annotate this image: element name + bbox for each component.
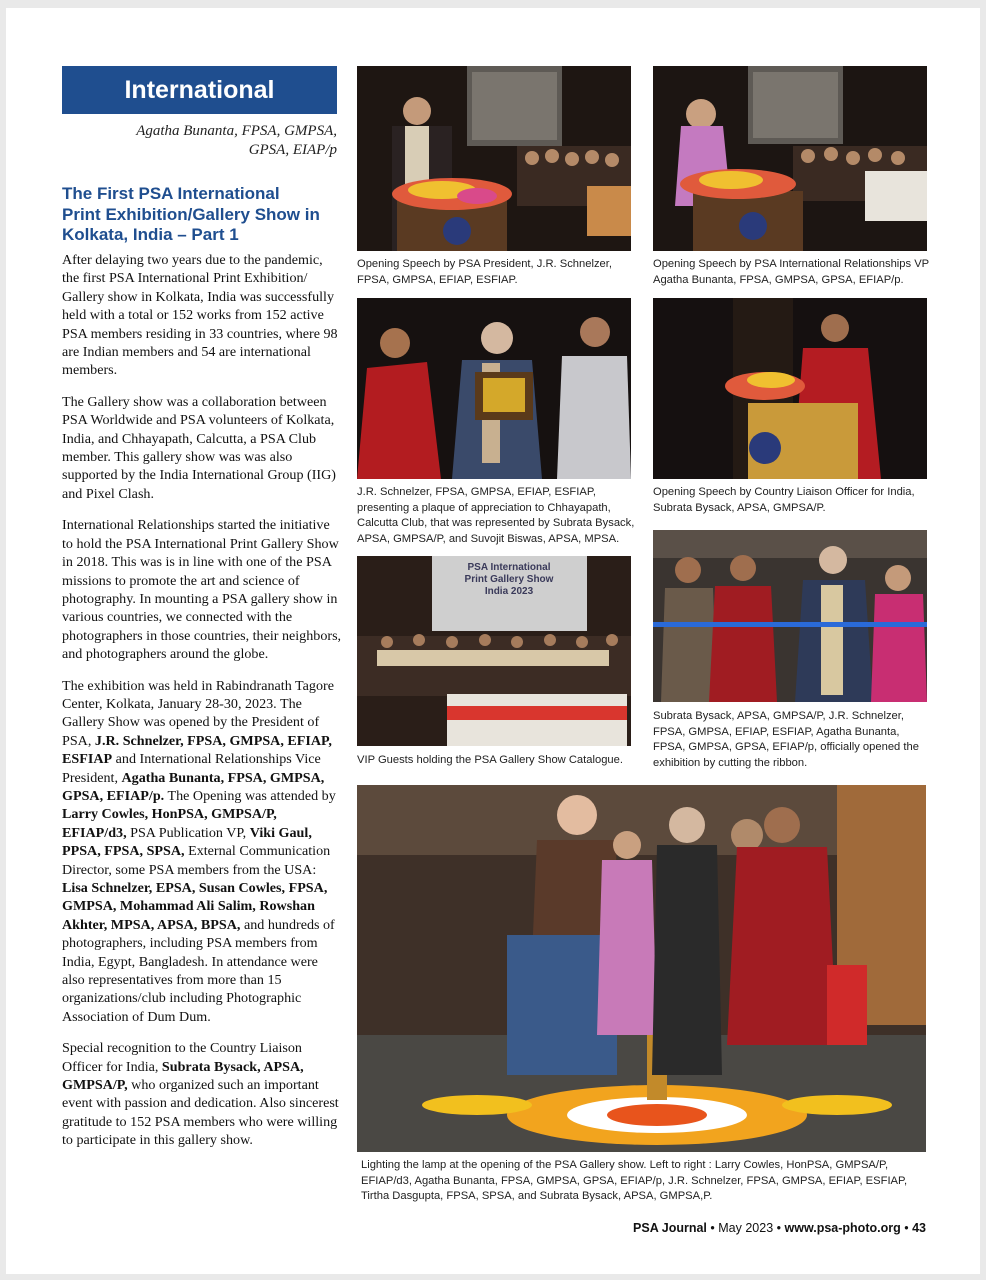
text-run: and International Relationships Vice President, — [62, 751, 321, 786]
photo-opening-speech-vp — [653, 66, 927, 251]
text-run: Special recognition to the Country Liaison Officer for India, — [62, 1040, 302, 1075]
text-run: External Communication Director, some PSA members from the USA: — [62, 843, 331, 878]
photo-caption-6: Subrata Bysack, APSA, GMPSA/P, J.R. Schnelzer, FPSA, GMPSA, EFIAP, ESFIAP, Agatha Bunanta, FPSA, GMPSA, GPSA, EFIAP/p, officially opened the exhibition by cutting the ribbon. — [653, 710, 919, 769]
bold-name-run: Subrata Bysack, APSA, GMPSA/P, — [62, 1058, 304, 1094]
section-title: International — [124, 76, 275, 104]
photo-caption-7: Lighting the lamp at the opening of the PSA Gallery show. Left to right : Larry Cowles, HonPSA, GMPSA/P, EFIAP/d3, Agatha Bunanta, FPSA, GMPSA, GPSA, EFIAP/p, J.R. Schnelzer, FPSA, GMPSA, EFIAP, ESFIAP, Tirtha Dasgupta, FPSA, SPSA, and Subrata Bysack, APSA, GMPSA,P. — [361, 1159, 908, 1202]
photo-opening-speech-president — [357, 66, 631, 251]
bold-name-run: Agatha Bunanta, FPSA, GMPSA, GPSA, EFIAP/p. — [62, 769, 325, 804]
photo-caption-5: VIP Guests holding the PSA Gallery Show Catalogue. — [357, 754, 623, 766]
paragraph-4 — [62, 677, 342, 1027]
byline-line-1: Agatha Bunanta, FPSA, GMPSA, — [136, 123, 337, 139]
photo-caption-4: Opening Speech by Country Liaison Officer for India, Subrata Bysack, APSA, GMPSA/P. — [653, 486, 915, 514]
bold-name-run: J.R. Schnelzer, FPSA, GMPSA, EFIAP, ESFIAP — [62, 732, 332, 768]
text-run: The Opening was attended by — [164, 787, 336, 804]
photo-caption-2: Opening Speech by PSA International Relationships VP Agatha Bunanta, FPSA, GMPSA, GPSA, EFIAP/p. — [653, 258, 929, 286]
banner-text-line-2: Print Gallery Show — [464, 574, 554, 585]
banner-text-line-1: PSA International — [467, 562, 551, 573]
footer-url: www.psa-photo.org — [784, 1221, 901, 1235]
article-headline — [62, 184, 342, 246]
text-run: and hundreds of photographers, including PSA members from India, Egypt, Bangladesh. In attendance were also representatives from more than 15 organizations/club including Photographic Association of Dum Dum. — [62, 916, 335, 1025]
photo-ribbon-cutting — [653, 530, 927, 702]
photo-caption-1: Opening Speech by PSA President, J.R. Schnelzer, FPSA, GMPSA, EFIAP, ESFIAP. — [357, 258, 612, 286]
footer-journal: PSA Journal — [633, 1221, 707, 1235]
banner-text-line-3: India 2023 — [484, 586, 534, 597]
footer-page-number: 43 — [912, 1221, 926, 1235]
photo-caption-3: J.R. Schnelzer, FPSA, GMPSA, EFIAP, ESFIAP, presenting a plaque of appreciation to Chhayapath, Calcutta Club, that was represented by Subrata Bysack, APSA, GMPSA/P, and Suvojit Biswas, APSA, MPSA. — [357, 486, 635, 545]
byline — [62, 122, 337, 160]
photo-plaque-presentation — [357, 298, 631, 479]
photo-liaison-speech — [653, 298, 927, 479]
headline-line-3: Kolkata, India – Part 1 — [62, 225, 239, 244]
page-footer — [633, 1221, 926, 1235]
paragraph-2: The Gallery show was a collaboration between PSA Worldwide and PSA volunteers of Kolkata, India, and Chhayapath, Calcutta, a PSA Club member. This gallery show was was also supported by the India International Group (IIG) and Pixel Clash. — [62, 393, 336, 502]
footer-separator-1: • — [710, 1221, 715, 1235]
paragraph-5 — [62, 1039, 342, 1149]
photo-vip-catalogue — [357, 556, 631, 746]
footer-separator-2: • — [776, 1221, 782, 1235]
bold-name-run: Larry Cowles, HonPSA, GMPSA/P, EFIAP/d3, — [62, 806, 277, 841]
byline-line-2: GPSA, EIAP/p — [248, 142, 337, 158]
paragraph-1: After delaying two years due to the pandemic, the first PSA International Print Exhibition/ Gallery show in Kolkata, India was successfully held with a total or 152 works from 152 active PSA members residing in 33 countries, where 98 are Indian members and 54 are international members. — [62, 252, 338, 379]
headline-line-2: Print Exhibition/Gallery Show in — [62, 204, 320, 224]
bold-name-run: Viki Gaul, PPSA, FPSA, SPSA, — [62, 824, 312, 860]
section-banner — [62, 66, 337, 114]
text-run: The exhibition was held in Rabindranath Tagore Center, Kolkata, January 28-30, 2023. The Gallery Show was opened by the President of PSA, — [62, 677, 334, 749]
article-body — [62, 251, 342, 1163]
photo-lamp-lighting — [357, 785, 926, 1152]
footer-separator-3: • — [904, 1221, 909, 1235]
footer-issue: May 2023 — [718, 1221, 774, 1235]
text-run: who organized such an important event with passion and dedication. Also sincerest gratitude to 152 PSA members who were willing to participate in this gallery show. — [62, 1077, 339, 1149]
paragraph-3: International Relationships started the initiative to hold the PSA International Print Gallery Show in 2018. This was is in line with one of the PSA missions to promote the art and science of photography. In mounting a PSA gallery show in various countries, we connected with the photographers in those countries, their neighbors, and photographers around the globe. — [62, 517, 342, 663]
headline-line-1: The First PSA International — [62, 184, 280, 203]
text-run: PSA Publication VP, — [126, 824, 250, 841]
bold-name-run: Lisa Schnelzer, EPSA, Susan Cowles, FPSA, GMPSA, Mohammad Ali Salim, Rowshan Akhter, MPSA, APSA, BPSA, — [62, 880, 328, 933]
